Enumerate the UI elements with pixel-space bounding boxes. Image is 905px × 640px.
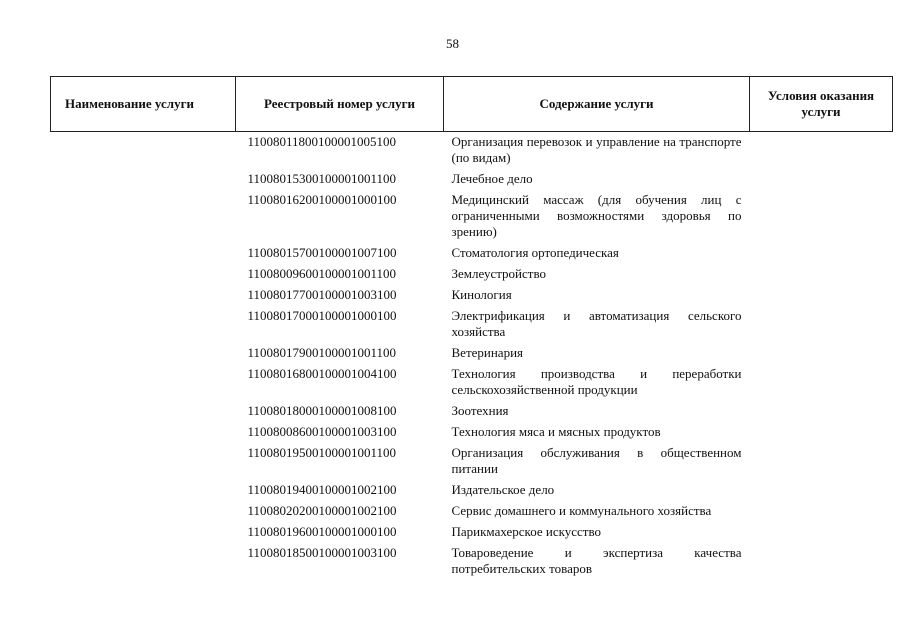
table-row [51,401,893,422]
registry-number-cell: 11008019400100001002100 [247,482,397,497]
service-name-cell [51,343,236,364]
service-content-cell: Технология мяса и мясных продуктов [451,424,661,439]
service-conditions-cell [750,364,893,401]
service-name-cell [51,501,236,522]
table-row [51,190,893,243]
table-header [51,77,893,132]
service-conditions-cell [750,501,893,522]
service-content-cell: Парикмахерское искусство [451,524,602,539]
registry-number-cell: 11008016800100001004100 [247,366,397,381]
table-body [51,132,893,581]
service-conditions-cell [750,132,893,170]
header-service-conditions: Условия оказания услуги [750,77,893,132]
registry-number-cell: 11008008600100001003100 [247,424,397,439]
header-service-content: Содержание услуги [444,77,750,132]
service-conditions-cell [750,522,893,543]
service-content-cell: Кинология [451,287,512,302]
service-content-cell: Организация перевозок и управление на транспорте (по видам) [451,134,742,165]
registry-number-cell: 11008017700100001003100 [247,287,397,302]
table-row [51,243,893,264]
table-row [51,543,893,580]
table-row [51,443,893,480]
registry-number-cell: 11008017900100001001100 [247,345,397,360]
service-content-cell: Товароведение и экспертиза качества потребительских товаров [451,545,742,576]
service-name-cell [51,264,236,285]
table-row [51,480,893,501]
service-content-cell: Сервис домашнего и коммунального хозяйства [451,503,712,518]
service-conditions-cell [750,285,893,306]
service-content-cell: Технология производства и переработки сельскохозяйственной продукции [451,366,742,397]
registry-number-cell: 11008020200100001002100 [247,503,397,518]
registry-number-cell: 11008015700100001007100 [247,245,397,260]
service-name-cell [51,480,236,501]
registry-number-cell: 11008018500100001003100 [247,545,397,560]
registry-number-cell: 11008018000100001008100 [247,403,397,418]
service-conditions-cell [750,422,893,443]
services-table [50,76,893,580]
service-conditions-cell [750,190,893,243]
service-content-cell: Землеустройство [451,266,547,281]
registry-number-cell: 11008015300100001001100 [247,171,397,186]
service-content-cell: Ветеринария [451,345,524,360]
service-conditions-cell [750,306,893,343]
table-row [51,522,893,543]
registry-number-cell: 11008017000100001000100 [247,308,397,323]
registry-number-cell: 11008009600100001001100 [247,266,397,281]
registry-number-cell: 11008016200100001000100 [247,192,397,207]
table-row [51,285,893,306]
service-name-cell [51,132,236,170]
service-name-cell [51,364,236,401]
service-conditions-cell [750,169,893,190]
service-content-cell: Медицинский массаж (для обучения лиц с ограниченными возможностями здоровья по зрению) [451,192,742,239]
table-row [51,306,893,343]
service-conditions-cell [750,480,893,501]
service-name-cell [51,543,236,580]
table-row [51,132,893,170]
service-conditions-cell [750,264,893,285]
service-conditions-cell [750,243,893,264]
service-name-cell [51,190,236,243]
service-conditions-cell [750,543,893,580]
service-name-cell [51,169,236,190]
table-row [51,264,893,285]
service-name-cell [51,443,236,480]
service-content-cell: Стоматология ортопедическая [451,245,619,260]
service-conditions-cell [750,401,893,422]
service-name-cell [51,285,236,306]
table-row [51,364,893,401]
service-name-cell [51,522,236,543]
header-service-name: Наименование услуги [51,77,236,132]
table-row [51,501,893,522]
registry-number-cell: 11008019500100001001100 [247,445,397,460]
service-content-cell: Издательское дело [451,482,555,497]
service-name-cell [51,401,236,422]
service-content-cell: Зоотехния [451,403,509,418]
service-content-cell: Лечебное дело [451,171,533,186]
table-row [51,422,893,443]
service-name-cell [51,243,236,264]
service-conditions-cell [750,443,893,480]
table-row [51,169,893,190]
header-registry-number: Реестровый номер услуги [236,77,444,132]
page-number: 58 [446,36,459,51]
service-name-cell [51,422,236,443]
service-name-cell [51,306,236,343]
registry-number-cell: 11008011800100001005100 [247,134,397,149]
service-content-cell: Электрификация и автоматизация сельского хозяйства [451,308,742,339]
table-row [51,343,893,364]
registry-number-cell: 11008019600100001000100 [247,524,397,539]
service-conditions-cell [750,343,893,364]
service-content-cell: Организация обслуживания в общественном питании [451,445,742,476]
